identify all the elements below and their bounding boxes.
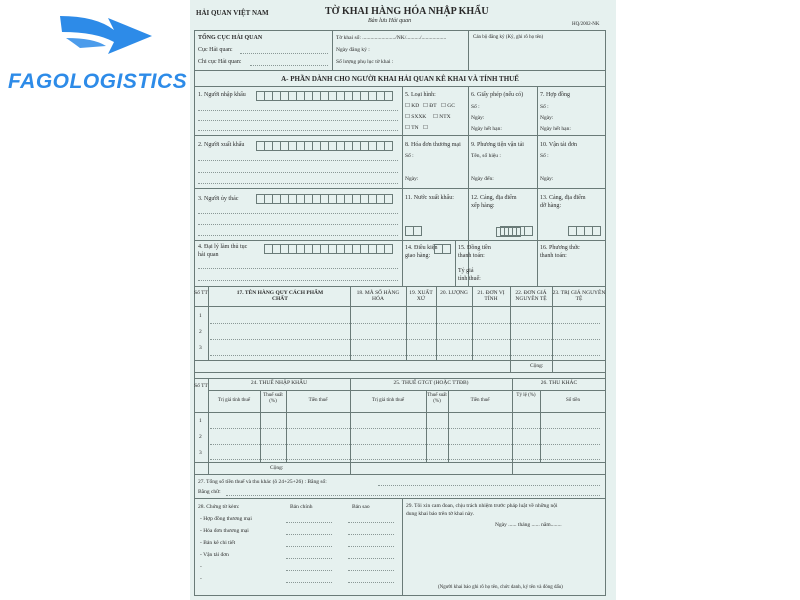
tong-tien-thue-label: 27. Tổng số tiền thuế và thu khác (ô 24+25+26) : Bằng số:	[198, 479, 327, 485]
cuc-hai-quan-label: Cục Hải quan:	[198, 47, 233, 53]
agency-name: HẢI QUAN VIỆT NAM	[196, 9, 269, 17]
ban-sao-label: Bản sao	[352, 504, 370, 510]
tax-row-3: 3	[199, 450, 202, 456]
goods-row-1: 1	[199, 313, 202, 319]
goods-header-tri-gia: 23. TRỊ GIÁ NGUYÊN TỆ	[552, 290, 606, 303]
chung-tu-item-1: - Hợp đồng thương mại	[200, 516, 252, 522]
tax-sub-tien-thue-24: Tiền thuế	[308, 398, 328, 403]
form-code: HQ/2002-NK	[572, 22, 600, 27]
ban-chinh-label: Bản chính	[290, 504, 313, 510]
tax-sub-thue-suat-25: Thuế suất (%)	[427, 393, 447, 404]
to-khai-so: Tờ khai số: ......................../NK/........../..................	[336, 35, 447, 41]
giay-phep-het-han: Ngày hết hạn:	[471, 126, 502, 132]
nguoi-uy-thac-label: 3. Người ủy thác	[198, 196, 239, 202]
nguoi-nhap-khau-label: 1. Người nhập khẩu	[198, 92, 246, 98]
hop-dong-het-han: Ngày hết hạn:	[540, 126, 571, 132]
arrow-logo-icon	[56, 12, 156, 62]
goods-header-ten-hang: 17. TÊN HÀNG QUY CÁCH PHẨM CHẤT	[236, 290, 324, 303]
section-a-title: A- PHẦN DÀNH CHO NGƯỜI KHAI HẢI QUAN KÊ KHAI VÀ TÍNH THUẾ	[281, 75, 519, 83]
tax-sub-tien-thue-25: Tiền thuế	[470, 398, 490, 403]
giay-phep-label: 6. Giấy phép (nếu có)	[471, 92, 524, 98]
goods-header-stt: Số TT	[194, 290, 208, 296]
logo-text: FAGOLOGISTICS	[8, 70, 188, 93]
dieu-kien-giao-hang-label: 14. Điều kiện	[405, 245, 438, 251]
hop-dong-label: 7. Hợp đồng	[540, 92, 571, 98]
tax-header-thu-khac: 26. THU KHÁC	[540, 380, 578, 386]
cang-xep-hang-label-2: xếp hàng:	[471, 203, 495, 209]
dai-ly-label: 4. Đại lý làm thủ tục	[198, 244, 248, 250]
chung-tu-item-5: -	[200, 564, 202, 570]
tax-total-label: Cộng:	[270, 465, 284, 471]
chung-tu-item-4: - Vận tải đơn	[200, 552, 229, 558]
nguoi-xuat-khau-label: 2. Người xuất khẩu	[198, 142, 245, 148]
tong-cuc: TỔNG CỤC HẢI QUAN	[198, 35, 263, 41]
loai-hinh-other[interactable]: ☐	[423, 125, 428, 131]
ngay-dang-ky: Ngày đăng ký :	[336, 47, 370, 53]
tax-sub-ty-le-26: Tỷ lệ (%)	[516, 393, 536, 398]
chung-tu-item-6: -	[200, 576, 202, 582]
phuong-thuc-tt-label-2: thanh toán:	[540, 253, 567, 259]
phuong-tien-ten: Tên, số hiệu :	[471, 153, 501, 159]
cam-doan-date: Ngày ...... tháng ...... năm........	[495, 522, 562, 528]
phuong-thuc-tt-label: 16. Phương thức	[540, 245, 580, 251]
chung-tu-kem-label: 28. Chứng từ kèm:	[198, 504, 240, 510]
goods-header-don-vi: 21. ĐƠN VỊ TÍNH	[477, 290, 505, 303]
tax-row-2: 2	[199, 434, 202, 440]
tax-sub-so-tien-26: Số tiền	[565, 398, 581, 403]
customs-declaration-form	[190, 0, 616, 600]
cam-doan-line-1: 29. Tôi xin cam đoan, chịu trách nhiệm trước pháp luật về những nội	[406, 503, 558, 509]
chung-tu-item-3: - Bản kê chi tiết	[200, 540, 236, 546]
tax-sub-tri-gia-24: Trị giá tính thuế	[217, 398, 251, 403]
chung-tu-item-2: - Hóa đơn thương mại	[200, 528, 249, 534]
hoa-don-ngay: Ngày:	[405, 176, 419, 182]
cang-do-hang-label: 13. Cảng, địa điểm	[540, 195, 586, 201]
dong-tien-label-2: thanh toán:	[458, 253, 485, 259]
chi-cuc-label: Chi cục Hải quan:	[198, 59, 242, 65]
phuong-tien-label: 9. Phương tiện vận tải	[471, 142, 524, 148]
cam-doan-sign: (Người khai báo ghi rõ họ tên, chức danh, ký tên và đóng dấu)	[438, 585, 563, 590]
dong-tien-label: 15. Đồng tiền	[458, 245, 491, 251]
giay-phep-so: Số :	[471, 104, 480, 110]
phuong-tien-ngay: Ngày đến:	[471, 176, 494, 182]
van-tai-don-so: Số :	[540, 153, 549, 159]
ty-gia-label-2: tính thuế:	[458, 276, 481, 282]
tax-sub-thue-suat-24: Thuế suất (%)	[263, 393, 283, 404]
van-tai-don-ngay: Ngày:	[540, 176, 554, 182]
cam-doan-line-2: dung khai báo trên tờ khai này.	[406, 511, 475, 517]
hoa-don-so: Số :	[405, 153, 414, 159]
loai-hinh-tn[interactable]: ☐ TN	[405, 125, 419, 131]
goods-row-3: 3	[199, 345, 202, 351]
hop-dong-ngay: Ngày:	[540, 115, 554, 121]
cang-do-hang-label-2: dỡ hàng:	[540, 203, 562, 209]
loai-hinh-ntx[interactable]: ☐ NTX	[433, 114, 451, 120]
loai-hinh-dt[interactable]: ☐ ĐT	[423, 103, 437, 109]
cang-xep-hang-label: 12. Cảng, địa điểm	[471, 195, 517, 201]
goods-header-ma-so: 18. MÃ SỐ HÀNG HÓA	[356, 290, 400, 303]
form-title: TỜ KHAI HÀNG HÓA NHẬP KHẨU	[325, 6, 489, 17]
fago-logistics-logo	[6, 8, 196, 98]
loai-hinh-label: 5. Loại hình:	[405, 92, 436, 98]
goods-row-2: 2	[199, 329, 202, 335]
tax-header-gtgt: 25. THUẾ GTGT (HOẶC TTĐB)	[393, 380, 469, 386]
loai-hinh-sxxk[interactable]: ☐ SXXK	[405, 114, 427, 120]
loai-hinh-gc[interactable]: ☐ GC	[441, 103, 455, 109]
nuoc-xuat-khau-label: 11. Nước xuất khẩu:	[405, 195, 454, 201]
so-luong-phu-luc: Số lượng phụ lục tờ khai :	[336, 59, 394, 65]
loai-hinh-kd[interactable]: ☐ KD	[405, 103, 420, 109]
can-bo-dang-ky: Cán bộ đăng ký (Ký, ghi rõ họ tên)	[473, 35, 544, 40]
hoa-don-label: 8. Hóa đơn thương mại	[405, 142, 461, 148]
tax-header-stt: Số TT	[194, 383, 208, 389]
tax-header-nhap-khau: 24. THUẾ NHẬP KHẨU	[250, 380, 308, 386]
goods-header-don-gia: 22. ĐƠN GIÁ NGUYÊN TỆ	[515, 290, 547, 303]
goods-total-label: Cộng:	[530, 363, 544, 369]
tax-row-1: 1	[199, 418, 202, 424]
giay-phep-ngay: Ngày:	[471, 115, 485, 121]
van-tai-don-label: 10. Vận tải đơn	[540, 142, 578, 148]
bang-chu-label: Bằng chữ:	[198, 489, 221, 495]
goods-header-luong: 20. LƯỢNG	[440, 290, 468, 296]
ty-gia-label: Tỷ giá	[458, 268, 474, 274]
dai-ly-label-2: hải quan	[198, 252, 219, 258]
hop-dong-so: Số :	[540, 104, 549, 110]
form-subtitle: Bản lưu Hải quan	[368, 18, 412, 24]
goods-header-xuat-xu: 19. XUẤT XỨ	[409, 290, 433, 303]
dieu-kien-giao-hang-label-2: giao hàng:	[405, 253, 431, 259]
tax-sub-tri-gia-25: Trị giá tính thuế	[371, 398, 405, 403]
